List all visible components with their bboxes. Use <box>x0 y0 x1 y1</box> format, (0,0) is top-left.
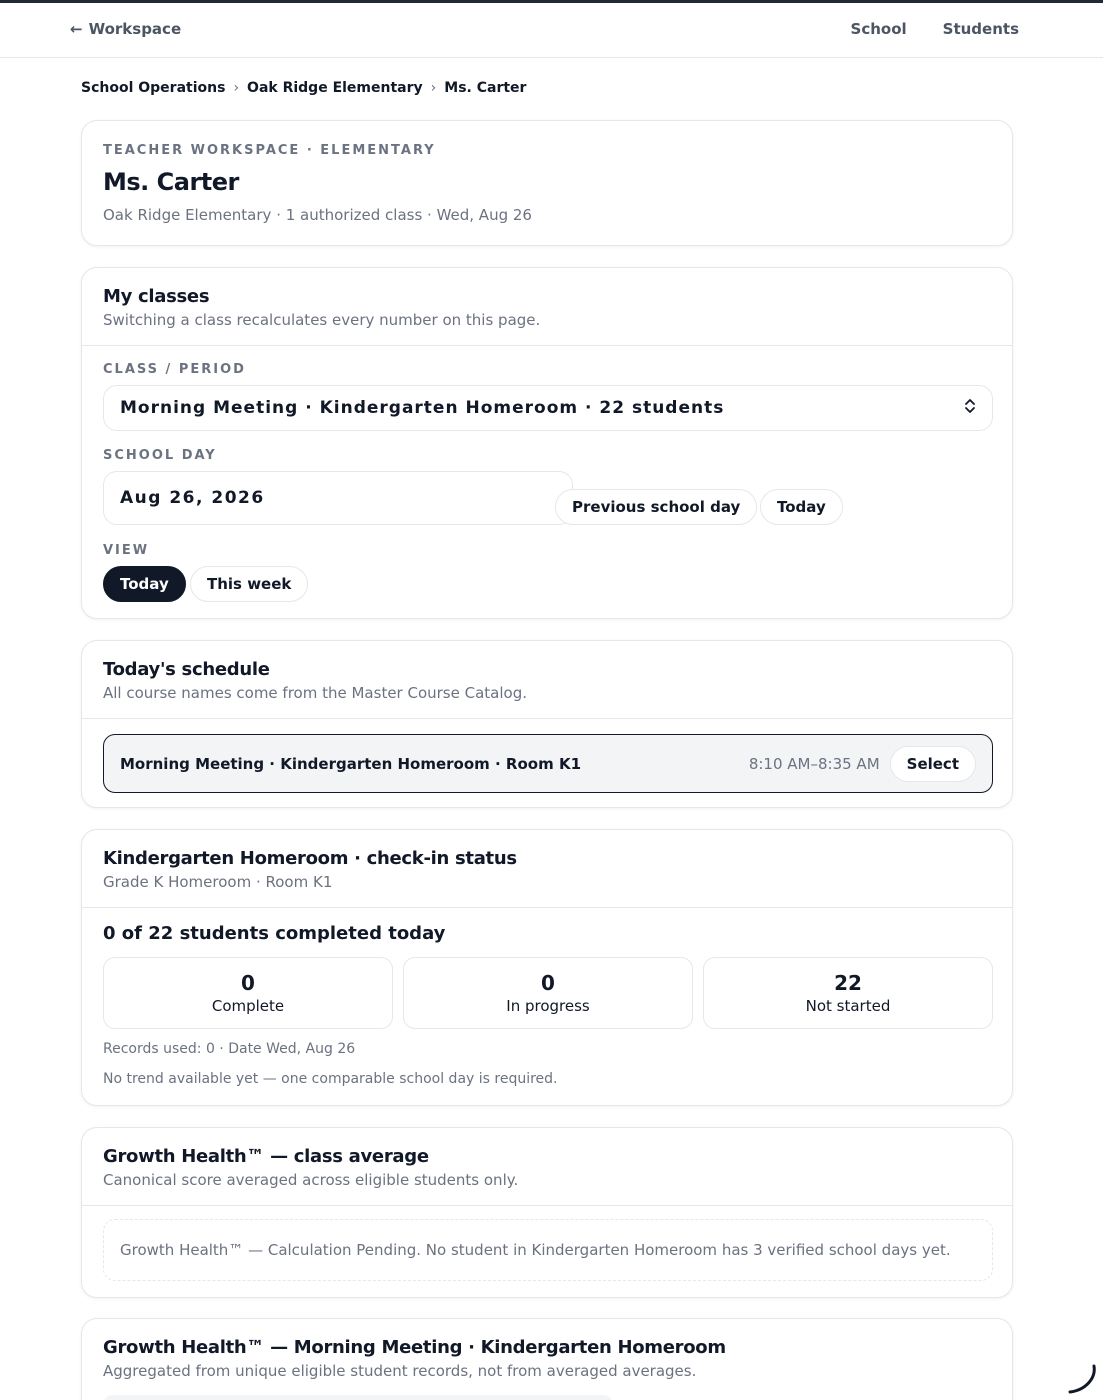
back-to-workspace-link[interactable] <box>70 20 181 38</box>
stat-in-progress <box>403 957 693 1029</box>
growth-health-meeting-card <box>81 1318 1013 1400</box>
arrow-left-icon: ← <box>70 20 83 38</box>
stat-value: 22 <box>834 971 862 995</box>
class-period-label: CLASS / PERIOD <box>103 362 246 377</box>
chevron-up-down-icon <box>964 398 976 419</box>
stat-value: 0 <box>241 971 255 995</box>
growth-health-average-card <box>81 1127 1013 1298</box>
nav-link-students[interactable]: Students <box>942 20 1019 38</box>
card-header <box>82 830 1012 908</box>
back-link-label: Workspace <box>88 20 182 38</box>
card-subtitle: Grade K Homeroom · Room K1 <box>103 873 333 891</box>
card-header <box>82 641 1012 719</box>
checkin-status-card <box>81 829 1013 1106</box>
top-nav-bar <box>0 0 1103 58</box>
stat-label: In progress <box>506 997 590 1015</box>
class-period-select[interactable] <box>103 385 993 431</box>
chevron-right-icon: › <box>430 80 437 96</box>
completion-summary: 0 of 22 students completed today <box>103 923 446 944</box>
view-toggle-this-week[interactable]: This week <box>190 566 308 602</box>
page-title: Ms. Carter <box>103 168 239 196</box>
card-title: Growth Health™ — Morning Meeting · Kindergarten Homeroom <box>103 1337 726 1358</box>
chevron-right-icon: › <box>233 80 240 96</box>
teacher-header-card <box>81 120 1013 246</box>
todays-schedule-card <box>81 640 1013 808</box>
card-subtitle: Aggregated from unique eligible student records, not from averaged averages. <box>103 1362 697 1380</box>
nav-link-school[interactable]: School <box>850 20 907 38</box>
previous-school-day-button[interactable]: Previous school day <box>555 489 757 525</box>
workspace-eyebrow: TEACHER WORKSPACE · ELEMENTARY <box>103 143 436 158</box>
stat-label: Complete <box>211 997 285 1015</box>
top-nav-links <box>851 20 1019 38</box>
breadcrumb-item-school[interactable]: Oak Ridge Elementary <box>247 80 423 96</box>
trend-note: No trend available yet — one comparable school day is required. <box>103 1071 558 1087</box>
card-header <box>82 268 1012 346</box>
breadcrumb-item-teacher: Ms. Carter <box>444 80 527 96</box>
card-title: Growth Health™ — class average <box>103 1146 429 1167</box>
stat-not-started <box>703 957 993 1029</box>
card-title: Kindergarten Homeroom · check-in status <box>103 848 517 869</box>
stat-label: Not started <box>805 997 891 1015</box>
card-title: My classes <box>103 286 210 307</box>
calculation-pending-notice: Growth Health™ — Calculation Pending. No student in Kindergarten Homeroom has 3 verified school days yet. <box>103 1219 993 1281</box>
breadcrumb-item-school-operations[interactable]: School Operations <box>81 80 226 96</box>
loading-spinner-icon <box>1064 1362 1098 1396</box>
schedule-select-button[interactable]: Select <box>890 746 976 782</box>
card-subtitle: Canonical score averaged across eligible students only. <box>103 1171 519 1189</box>
class-period-value: Morning Meeting · Kindergarten Homeroom · 22 students <box>120 398 725 418</box>
card-header <box>82 1319 1012 1396</box>
my-classes-card <box>81 267 1013 619</box>
card-subtitle: Switching a class recalculates every number on this page. <box>103 311 541 329</box>
content-placeholder <box>103 1395 613 1400</box>
teacher-meta: Oak Ridge Elementary · 1 authorized class · Wed, Aug 26 <box>103 206 532 224</box>
today-button[interactable]: Today <box>760 489 843 525</box>
card-subtitle: All course names come from the Master Course Catalog. <box>103 684 527 702</box>
stat-complete <box>103 957 393 1029</box>
records-note: Records used: 0 · Date Wed, Aug 26 <box>103 1041 356 1057</box>
schedule-row-label: Morning Meeting · Kindergarten Homeroom · Room K1 <box>120 754 582 773</box>
breadcrumb <box>81 80 526 96</box>
view-toggle-today[interactable]: Today <box>103 566 186 602</box>
card-header <box>82 1128 1012 1206</box>
schedule-row[interactable] <box>103 734 993 793</box>
school-day-input[interactable]: Aug 26, 2026 <box>103 471 573 525</box>
view-label: VIEW <box>103 543 150 558</box>
schedule-row-time: 8:10 AM–8:35 AM <box>748 754 880 773</box>
card-title: Today's schedule <box>103 659 270 680</box>
stat-value: 0 <box>541 971 555 995</box>
school-day-label: SCHOOL DAY <box>103 448 217 463</box>
